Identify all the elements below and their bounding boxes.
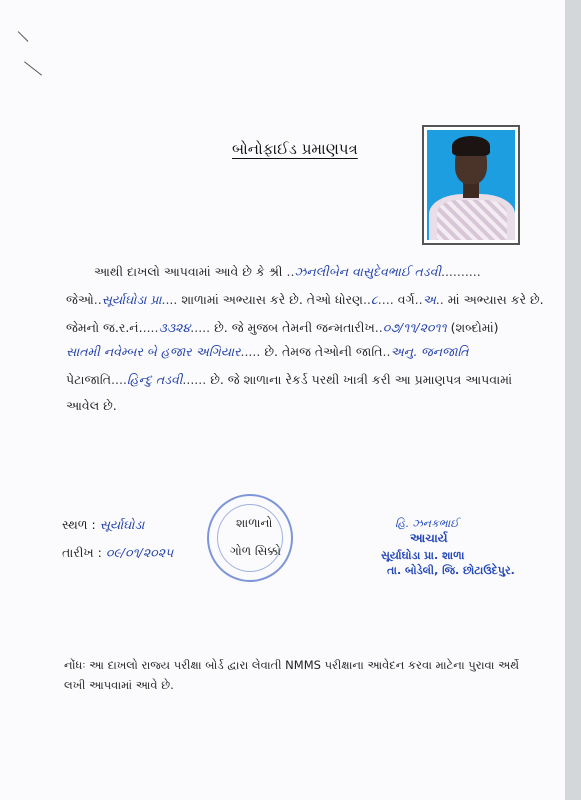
line2-prefix: જેઓ xyxy=(66,292,94,307)
place-label: સ્થળ : xyxy=(62,517,96,532)
date-row xyxy=(62,545,173,561)
certificate-line-1 xyxy=(94,264,481,280)
principal-title: આચાર્ય xyxy=(410,531,448,545)
certificate-line-5 xyxy=(66,372,512,388)
place-row xyxy=(62,517,144,533)
seal-label-1: શાળાનો xyxy=(236,516,273,530)
student-photo xyxy=(422,125,520,245)
dots: .. xyxy=(435,292,444,307)
dots: .. xyxy=(93,292,102,307)
sub-caste: હિન્દુ તડવી xyxy=(126,372,183,387)
line3-suffix: (શબ્દોમાં) xyxy=(450,320,499,335)
line5-suffix: છે. જે શાળાના રેકર્ડ પરથી ખાત્રી કરી આ પ્રમાણપત્ર આપવામાં xyxy=(210,372,513,387)
dots: .... xyxy=(111,372,127,387)
line3-prefix: જેમનો જ.ર.નં. xyxy=(66,320,143,335)
standard: ૮ xyxy=(370,292,378,307)
dots: .. xyxy=(414,292,423,307)
line2-suffix: માં અભ્યાસ કરે છે. xyxy=(447,292,544,307)
date-label: તારીખ : xyxy=(62,545,102,560)
dots: .. xyxy=(286,264,295,279)
photo-hair xyxy=(452,136,490,156)
dots: ...... xyxy=(182,372,207,387)
line5-prefix: પેટાજાતિ xyxy=(66,372,112,387)
line2-mid: શાળામાં અભ્યાસ કરે છે. તેઓ ધોરણ xyxy=(181,292,363,307)
certificate-line-3 xyxy=(66,320,499,336)
principal-signature: હિ. ઝનકભાઈ xyxy=(395,517,459,530)
dots: .. xyxy=(374,320,383,335)
caste: અનુ. જનજાતિ xyxy=(390,344,469,359)
dots: .. xyxy=(362,292,371,307)
certificate-note: નોંધઃ આ દાખલો રાજ્ય પરીક્ષા બોર્ડ દ્વારા લેવાતી NMMS પરીક્ષાના આવેદન કરવા માટેના પુરાવા અર્થે લખી આપવામાં આવે છે. xyxy=(64,658,520,692)
seal-label-2: ગોળ સિક્કો xyxy=(230,544,281,558)
line2-mid2: વર્ગ xyxy=(397,292,415,307)
dots: ... xyxy=(165,292,178,307)
round-seal-stamp xyxy=(207,494,293,582)
school-stamp-name: સૂર્યાઘોડા પ્રા. શાળા xyxy=(381,549,465,562)
line4-mid: છે. તેમજ તેઓની જાતિ xyxy=(264,344,383,359)
line1-prefix: આથી દાખલો આપવામાં આવે છે કે શ્રી xyxy=(94,264,283,279)
dots: ..... xyxy=(190,320,211,335)
dots: .. xyxy=(382,344,391,359)
gr-number: ૩૩૨૪ xyxy=(158,320,191,335)
place-value: સૂર્યાઘોડા xyxy=(99,517,145,532)
page-edge xyxy=(565,0,581,800)
student-name: ઝનલીબેન વાસુદેવભાઈ તડવી xyxy=(294,264,441,279)
certificate-line-2 xyxy=(66,292,544,308)
dots: ..... xyxy=(240,344,261,359)
date-value: ૦૯/૦૧/૨૦૨૫ xyxy=(105,545,174,560)
dots: .......... xyxy=(440,264,481,279)
certificate-line-6: આવેલ છે. xyxy=(66,398,117,413)
dots: .... xyxy=(377,292,394,307)
photo-shirt xyxy=(437,200,507,240)
photo-background xyxy=(427,130,515,240)
class-division: અ xyxy=(422,292,436,307)
date-of-birth: ૦૭/૧૧/૨૦૧૧ xyxy=(382,320,447,335)
round-seal-inner-ring xyxy=(217,504,283,572)
school-name: સૂર્યાઘોડા પ્રા. xyxy=(101,292,166,307)
line3-mid: છે. જે મુજબ તેમની જન્મતારીખ xyxy=(214,320,375,335)
certificate-line-4 xyxy=(66,344,469,360)
certificate-title: બોનોફાઈડ પ્રમાણપત્ર xyxy=(232,140,358,158)
dob-in-words: સાતમી નવેમ્બર બે હજાર અગિયાર xyxy=(66,344,241,359)
school-stamp-address: તા. બોડેલી, જિ. છોટાઉદેપુર. xyxy=(387,564,515,577)
dots: .... xyxy=(142,320,159,335)
